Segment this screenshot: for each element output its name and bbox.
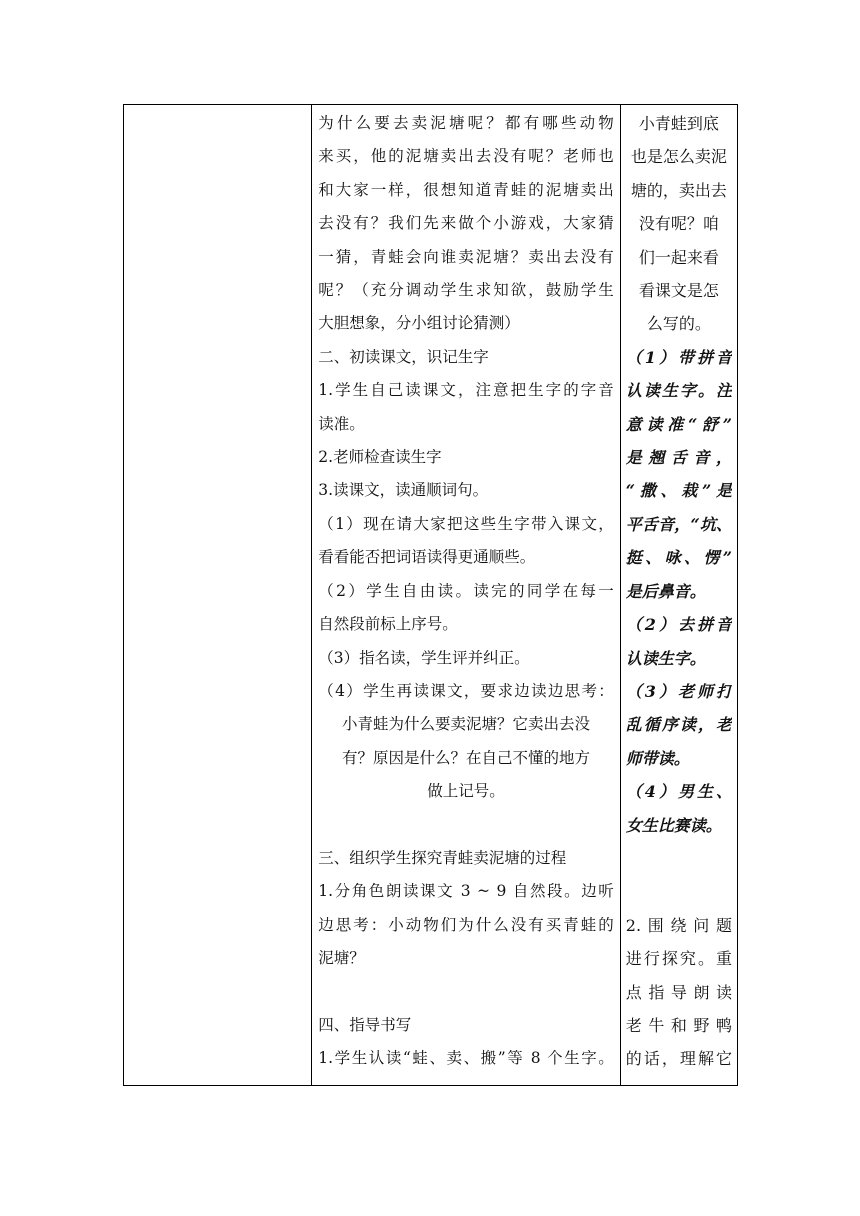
text-line: 2.围绕问题: [625, 915, 732, 935]
design-intent-cell: [620, 105, 737, 1086]
blank-line: [626, 875, 732, 908]
bold-text-line: （1）带拼音: [625, 347, 732, 367]
text-line: 1.学生认读“蛙、卖、搬”等 8 个生字。: [318, 1049, 614, 1068]
text-line: （1）现在请大家把这些生字带入课文，: [318, 514, 614, 533]
section-heading: 三、组织学生探究青蛙卖泥塘的过程: [318, 848, 567, 867]
text-line: 去没有？我们先来做个小游戏，大家猜: [318, 214, 614, 233]
text-line: 小青蛙到底: [638, 114, 719, 133]
text-line: 大胆想象，分小组讨论猜测）: [318, 314, 520, 333]
bold-text-line: “撒、栽”是: [625, 481, 732, 501]
text-line: 的话，理解它: [625, 1049, 732, 1069]
section-heading: 二、初读课文，识记生字: [318, 347, 489, 366]
text-line: 老牛和野鸭: [625, 1015, 732, 1035]
text-line: 边思考：小动物们为什么没有买青蛙的: [318, 915, 614, 934]
bold-text-line: 女生比赛读。: [625, 815, 722, 835]
teaching-process-cell: [312, 105, 621, 1086]
bold-text-line: （4）男生、: [625, 782, 732, 802]
text-line: 点指导朗读: [625, 982, 732, 1002]
bold-text-line: 是后鼻音。: [625, 581, 706, 601]
blank-line: [318, 809, 614, 842]
bold-text-line: 平舌音，“坑、: [625, 514, 732, 534]
bold-text-line: 乱循序读，老: [625, 715, 732, 735]
text-line: 没有呢？咱: [638, 214, 719, 234]
text-line: 塘的，卖出去: [630, 180, 727, 200]
text-line: （3）指名读，学生评并纠正。: [318, 648, 530, 667]
text-line: 自然段前标上序号。: [318, 615, 458, 634]
text-line: 也是怎么卖泥: [630, 147, 727, 167]
left-empty-cell: [124, 105, 312, 1086]
text-line: 泥塘？: [318, 949, 365, 968]
text-line: 进行探究。重: [625, 949, 732, 969]
text-line: 一猜，青蛙会向谁卖泥塘？卖出去没有: [318, 247, 614, 266]
text-line: （2）学生自由读。读完的同学在每一: [318, 581, 614, 600]
bold-text-line: 是翘舌音，: [625, 448, 732, 468]
bold-text-line: 认读生字。: [625, 648, 706, 668]
text-line: 2.老师检查读生字: [318, 448, 442, 467]
text-line: 1.学生自己读课文，注意把生字的字音: [318, 381, 614, 400]
text-line: 1.分角色朗读课文 3 ~ 9 自然段。边听: [318, 882, 614, 901]
text-line: （4）学生再读课文，要求边读边思考：: [318, 681, 614, 700]
blank-line: [626, 842, 732, 875]
bold-text-line: 师带读。: [625, 748, 690, 768]
text-line: 来买，他的泥塘卖出去没有呢？老师也: [318, 147, 614, 166]
text-line: 小青蛙为什么要卖泥塘？它卖出去没: [342, 715, 591, 734]
blank-line: [318, 976, 614, 1009]
text-line: 为什么要去卖泥塘呢？都有哪些动物: [318, 114, 614, 132]
text-line: 么写的。: [646, 314, 711, 334]
bold-text-line: 意读准“舒”: [625, 414, 732, 434]
text-line: 读准。: [318, 414, 365, 433]
teaching-process-text: [312, 105, 620, 1076]
text-line: 3.读课文，读通顺词句。: [318, 481, 489, 500]
lesson-plan-table: [123, 104, 738, 1086]
bold-text-line: 认读生字。注: [625, 381, 732, 401]
text-line: 呢？（充分调动学生求知欲，鼓励学生: [318, 281, 614, 300]
text-line: 看看能否把词语读得更通顺些。: [318, 548, 536, 567]
bold-text-line: （3）老师打: [625, 681, 732, 701]
text-line: 们一起来看: [638, 247, 719, 267]
table-row: [124, 105, 738, 1086]
design-intent-text: [621, 105, 737, 1076]
bold-text-line: 挺、咏、愣”: [625, 548, 732, 568]
section-heading: 四、指导书写: [318, 1015, 412, 1034]
bold-text-line: （2）去拼音: [625, 615, 732, 635]
text-line: 做上记号。: [427, 782, 505, 801]
text-line: 看课文是怎: [638, 281, 719, 301]
text-line: 和大家一样，很想知道青蛙的泥塘卖出: [318, 180, 614, 199]
text-line: 有？原因是什么？在自己不懂的地方: [342, 748, 591, 767]
